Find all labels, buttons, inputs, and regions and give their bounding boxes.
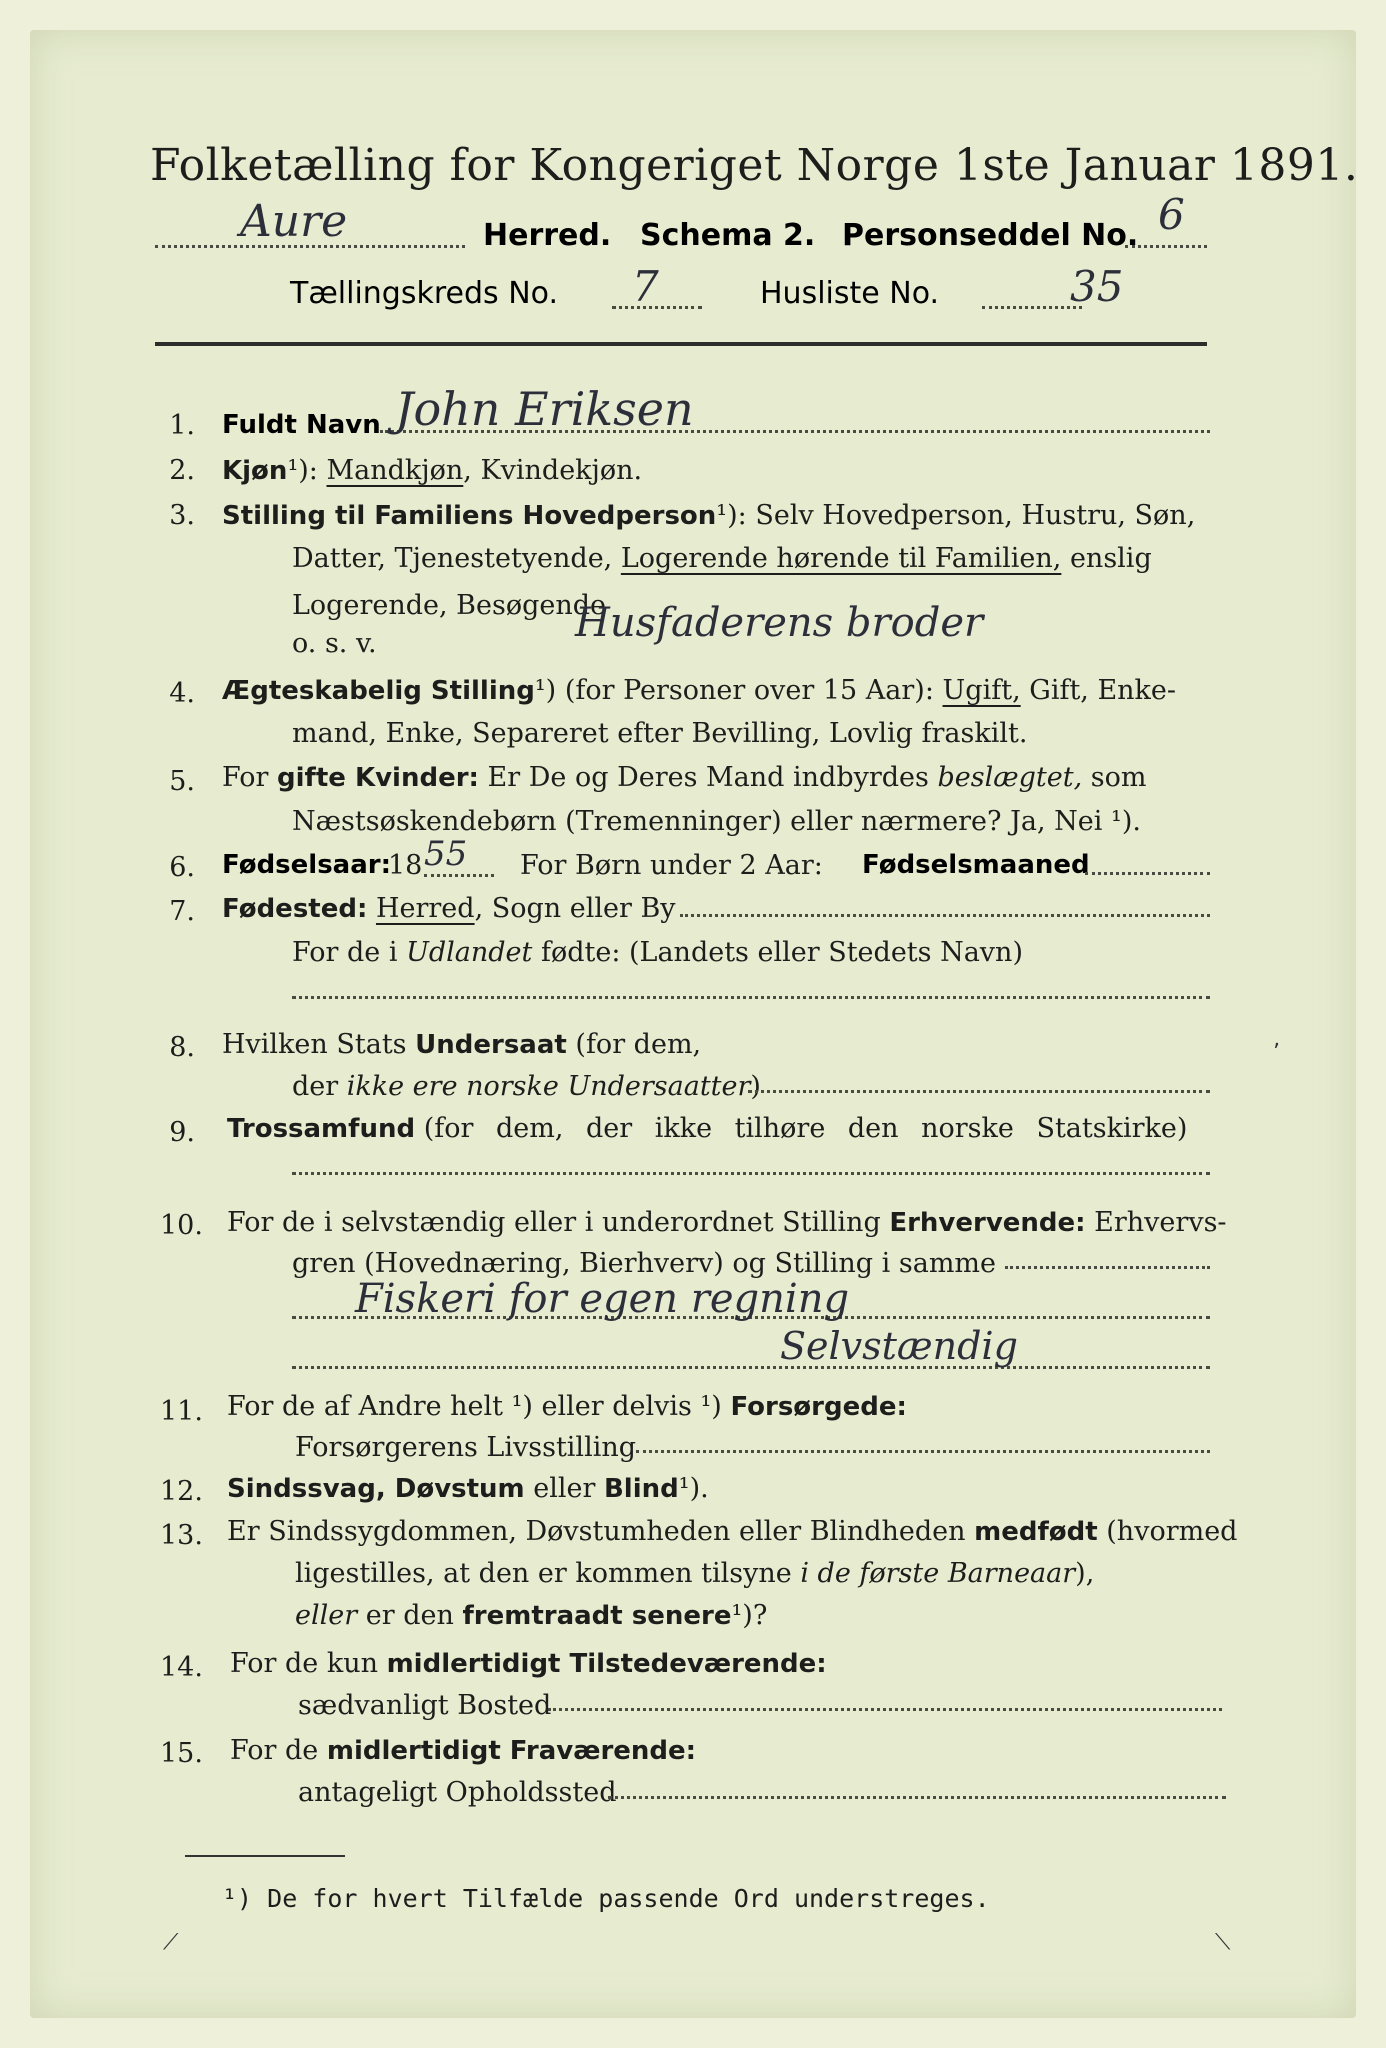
q3-num: 3. xyxy=(169,500,195,531)
q14-dotline xyxy=(548,1708,1222,1711)
q10-answer2: Selvstændig xyxy=(780,1324,1018,1368)
q7-dotline2 xyxy=(292,996,1210,999)
q7-num: 7. xyxy=(169,896,195,927)
q10-dotline3 xyxy=(292,1366,1210,1369)
census-form xyxy=(30,30,1359,2018)
q2-line xyxy=(222,455,642,486)
q5-line1d: som xyxy=(1090,762,1147,793)
q2-opt-mandkjon: Mandkjøn xyxy=(326,455,464,486)
q15-line1 xyxy=(230,1735,696,1766)
q8-line2 xyxy=(292,1071,761,1102)
form-title: Folketælling for Kongeriget Norge 1ste Januar 1891. xyxy=(150,140,1359,191)
q7-dotline xyxy=(680,914,1210,917)
taellingskreds-value: 7 xyxy=(632,262,659,311)
q14-line1 xyxy=(230,1648,827,1679)
q4-line1b: Gift, Enke- xyxy=(1029,675,1177,706)
q5-line1 xyxy=(222,762,1147,793)
q5-num: 5. xyxy=(169,766,195,797)
q10-dotline1 xyxy=(1005,1266,1210,1269)
q10-line1a: For de i selvstændig eller i underordnet Stilling xyxy=(227,1207,881,1238)
q13-line3b: er den xyxy=(365,1600,454,1631)
q13-line2 xyxy=(295,1558,1094,1589)
taellingskreds-label: Tællingskreds No. xyxy=(290,276,558,311)
q4-selected-option: Ugift, xyxy=(942,675,1021,706)
q14-label: midlertidigt Tilstedeværende: xyxy=(386,1649,827,1679)
q2-label: Kjøn xyxy=(222,456,288,486)
herred-label: Herred. xyxy=(483,218,612,253)
q6-label: Fødselsaar: xyxy=(222,850,391,880)
header-rule xyxy=(155,342,1207,346)
q5-line2: Næstsøskendebørn (Tremenninger) eller nærmere? Ja, Nei ¹). xyxy=(292,806,1141,837)
q4-label: Ægteskabelig Stilling xyxy=(222,676,535,706)
q5-line1c: beslægtet, xyxy=(937,762,1083,793)
q4-num: 4. xyxy=(169,678,195,709)
q7-selected-option: Herred xyxy=(375,893,475,924)
q1-label: Fuldt Navn xyxy=(222,410,381,440)
q9-label: Trossamfund xyxy=(227,1114,416,1144)
q10-num: 10. xyxy=(160,1210,203,1241)
schema-label: Schema 2. xyxy=(640,218,816,253)
q9-line1 xyxy=(227,1113,1187,1144)
q10-label: Erhvervende: xyxy=(889,1208,1086,1238)
corner-mark-left: ⟋ xyxy=(163,1930,179,1955)
q9-line1-text: (for dem, der ikke tilhøre den norske Statskirke) xyxy=(423,1113,1188,1144)
q14-num: 14. xyxy=(160,1652,203,1683)
q8-line2a: der xyxy=(292,1071,339,1102)
corner-mark-right: ⟍ xyxy=(1215,1930,1231,1955)
q3-line2 xyxy=(292,543,1152,574)
q11-num: 11. xyxy=(160,1396,203,1427)
personseddel-label: Personseddel No. xyxy=(842,218,1139,253)
q8-line1b: (for dem, xyxy=(575,1029,702,1060)
q13-line2a: ligestilles, at den er kommen tilsyne xyxy=(295,1558,792,1589)
q13-line1a: Er Sindssygdommen, Døvstumheden eller Blindheden xyxy=(227,1516,966,1547)
q11-line1a: For de af Andre helt ¹) eller delvis ¹) xyxy=(227,1391,722,1422)
q3-answer: Husfaderens broder xyxy=(575,600,984,646)
q13-line1b: (hvormed xyxy=(1106,1516,1238,1547)
q3-sup: ¹): xyxy=(716,500,747,531)
q2-opt-kvindekjon: , Kvindekjøn. xyxy=(463,455,643,486)
q6-year-dotline xyxy=(424,874,494,877)
q13-label: medfødt xyxy=(974,1517,1098,1547)
q5-line1a: For xyxy=(222,762,269,793)
q3-label: Stilling til Familiens Hovedperson xyxy=(222,501,717,531)
q14-line1a: For de kun xyxy=(230,1648,378,1679)
q6-label2: Fødselsmaaned xyxy=(862,850,1090,880)
q1-answer: John Eriksen xyxy=(395,382,694,436)
q7-label: Fødested: xyxy=(222,894,368,924)
q3-selected-option: Logerende hørende til Familien, xyxy=(620,543,1062,574)
q11-line1 xyxy=(227,1391,907,1422)
q3-line2a: Datter, Tjenestetyende, xyxy=(292,543,613,574)
q8-line1 xyxy=(222,1029,701,1060)
q2-sup: ¹): xyxy=(287,455,318,486)
q5-line1b: Er De og Deres Mand indbyrdes xyxy=(487,762,929,793)
q8-line1a: Hvilken Stats xyxy=(222,1029,407,1060)
q14-line2: sædvanligt Bosted xyxy=(298,1690,552,1721)
q11-line2: Forsørgerens Livsstilling xyxy=(295,1432,637,1463)
husliste-value: 35 xyxy=(1070,262,1124,311)
q8-dotline xyxy=(748,1090,1210,1093)
taellingskreds-dotline xyxy=(612,306,702,309)
q15-dotline xyxy=(608,1796,1226,1799)
husliste-dotline xyxy=(982,306,1082,309)
q15-line2: antageligt Opholdssted xyxy=(298,1777,617,1808)
q10-line1 xyxy=(227,1207,1227,1238)
q8-line2c: ) xyxy=(750,1071,761,1102)
q4-line2: mand, Enke, Separeret efter Bevilling, Lovlig fraskilt. xyxy=(292,718,1028,749)
q3-line2c: enslig xyxy=(1069,543,1152,574)
q6-month-dotline xyxy=(1085,872,1210,875)
q13-line3a: eller xyxy=(295,1600,358,1631)
q7-line2b: Udlandet xyxy=(406,937,533,968)
q5-label: gifte Kvinder: xyxy=(277,763,479,793)
q4-line1 xyxy=(222,675,1176,706)
q12-line1b: eller xyxy=(533,1473,596,1504)
q3-line1-text: Selv Hovedperson, Hustru, Søn, xyxy=(755,500,1196,531)
q13-line1 xyxy=(227,1516,1237,1547)
q12-label: Sindssvag, Døvstum xyxy=(227,1474,525,1504)
q7-line2a: For de i xyxy=(292,937,398,968)
q7-line2c: fødte: (Landets eller Stedets Navn) xyxy=(540,937,1023,968)
q7-line1b: , Sogn eller By xyxy=(474,893,676,924)
herred-value: Aure xyxy=(240,196,348,247)
margin-tick: ʼ xyxy=(1273,1040,1280,1065)
q12-num: 12. xyxy=(160,1476,203,1507)
q4-sup: ¹) xyxy=(534,675,557,706)
husliste-label: Husliste No. xyxy=(760,276,940,311)
q8-line2b: ikke ere norske Undersaatter xyxy=(346,1071,751,1102)
q10-line2: gren (Hovednæring, Bierhverv) og Stilling i samme xyxy=(292,1248,997,1279)
q13-line2b: i de første Barneaar xyxy=(800,1558,1076,1589)
q2-num: 2. xyxy=(169,455,195,486)
footnote: ¹) De for hvert Tilfælde passende Ord understreges. xyxy=(222,1884,990,1913)
q15-num: 15. xyxy=(160,1738,203,1769)
footnote-rule xyxy=(185,1855,345,1857)
q7-line2 xyxy=(292,937,1023,968)
q6-year-prefix: 18 xyxy=(388,850,423,881)
q10-answer1: Fiskeri for egen regning xyxy=(355,1276,850,1322)
q3-line4: o. s. v. xyxy=(292,628,377,659)
q15-line1a: For de xyxy=(230,1735,319,1766)
q7-line1 xyxy=(222,893,676,924)
q8-label: Undersaat xyxy=(415,1030,567,1060)
q13-line3 xyxy=(295,1600,767,1631)
q13-label2: fremtraadt senere xyxy=(462,1601,732,1631)
q4-line1-text: (for Personer over 15 Aar): xyxy=(564,675,934,706)
q13-line3c: ¹)? xyxy=(731,1600,768,1631)
q1-num: 1. xyxy=(169,410,195,441)
q10-line1b: Erhvervs- xyxy=(1094,1207,1227,1238)
q9-dotline xyxy=(292,1172,1210,1175)
personseddel-dotline xyxy=(1125,245,1207,248)
q11-dotline xyxy=(636,1450,1210,1453)
q8-num: 8. xyxy=(169,1032,195,1063)
q12-label2: Blind xyxy=(603,1474,679,1504)
q13-line2c: ), xyxy=(1075,1558,1095,1589)
personseddel-value: 6 xyxy=(1158,190,1185,239)
q6-line-b: For Børn under 2 Aar: xyxy=(520,850,823,881)
q6-num: 6. xyxy=(169,852,195,883)
q12-line1 xyxy=(227,1473,709,1504)
q13-num: 13. xyxy=(160,1520,203,1551)
q3-line1 xyxy=(222,500,1195,531)
q12-sup: ¹). xyxy=(678,1473,709,1504)
q6-year-value: 55 xyxy=(424,834,468,874)
q11-label: Forsørgede: xyxy=(730,1392,907,1422)
q15-label: midlertidigt Fraværende: xyxy=(326,1736,697,1766)
q9-num: 9. xyxy=(169,1117,195,1148)
q3-line3: Logerende, Besøgende xyxy=(292,590,606,621)
